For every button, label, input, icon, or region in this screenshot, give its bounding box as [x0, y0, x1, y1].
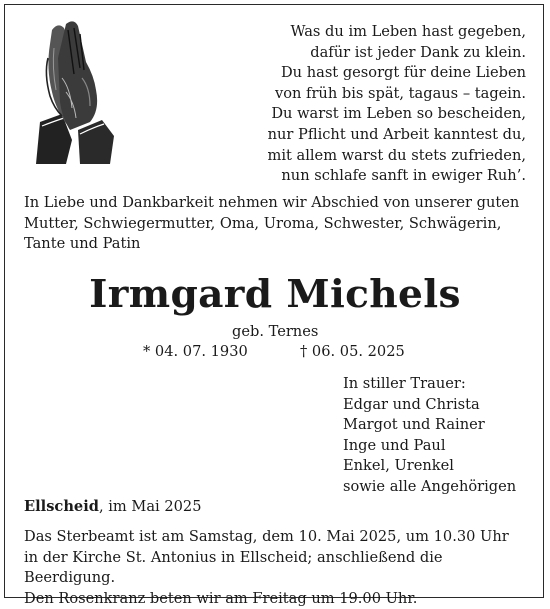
intro-line: Mutter, Schwiegermutter, Oma, Uroma, Schwester, Schwägerin,: [24, 214, 502, 232]
poem: [196, 22, 526, 187]
birth-date: * 04. 07. 1930: [143, 343, 248, 360]
poem-line: Du hast gesorgt für deine Lieben: [280, 64, 526, 82]
praying-hands-icon: [22, 18, 118, 168]
notice-line: Das Sterbeamt ist am Samstag, dem 10. Mai 2025, um 10.30 Uhr: [24, 528, 509, 545]
death-date: † 06. 05. 2025: [300, 343, 405, 360]
place-date: [24, 497, 201, 518]
intro-line: In Liebe und Dankbarkeit nehmen wir Abschied von unserer guten: [24, 194, 520, 211]
deceased-name: Irmgard Michels: [89, 271, 461, 316]
poem-line: dafür ist jeder Dank zu klein.: [310, 43, 526, 61]
poem-line: von früh bis spät, tagaus – tagein.: [274, 84, 526, 102]
mourner: Margot und Rainer: [343, 416, 485, 434]
poem-line: Was du im Leben hast gegeben,: [290, 23, 526, 40]
place-town: Ellscheid: [24, 498, 99, 515]
maiden-name: geb. Ternes: [232, 323, 319, 340]
mourners-heading: In stiller Trauer:: [343, 375, 466, 392]
mourner: sowie alle Angehörigen: [343, 477, 517, 495]
mourner: Enkel, Urenkel: [343, 457, 454, 475]
poem-line: nur Pflicht und Arbeit kanntest du,: [267, 125, 526, 143]
intro-text: [24, 193, 534, 255]
notice-line: in der Kirche St. Antonius in Ellscheid; anschließend die Beerdigung.: [24, 548, 443, 587]
service-notice: [24, 527, 534, 609]
notice-line: Den Rosenkranz beten wir am Freitag um 19.00 Uhr.: [24, 589, 418, 607]
mourner: Inge und Paul: [343, 436, 446, 454]
poem-line: mit allem warst du stets zufrieden,: [267, 146, 526, 164]
poem-line: nun schlafe sanft in ewiger Ruh’.: [281, 167, 526, 185]
place-date-text: , im Mai 2025: [98, 498, 202, 515]
mourners-list: [343, 374, 516, 498]
poem-line: Du warst im Leben so bescheiden,: [271, 105, 526, 123]
mourner: Edgar und Christa: [343, 395, 480, 413]
intro-line: Tante und Patin: [24, 235, 141, 253]
